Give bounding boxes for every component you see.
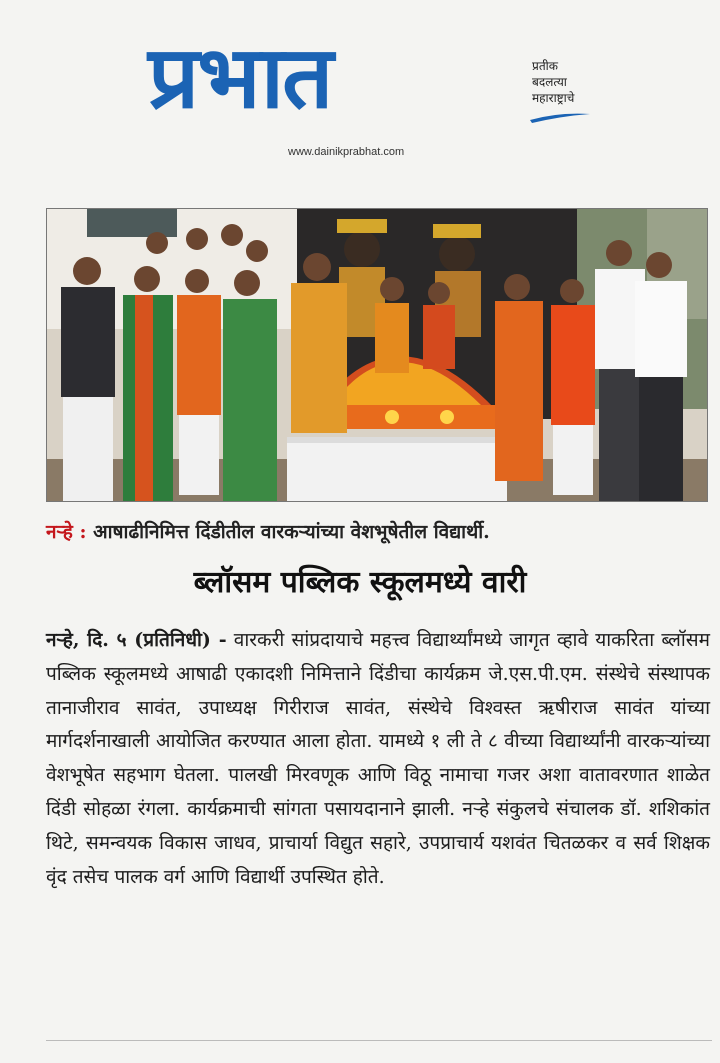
swoosh-icon [528, 110, 592, 124]
tagline-line-3: महाराष्ट्राचे [532, 91, 575, 105]
caption-place: नऱ्हे : [46, 521, 87, 543]
tagline-line-1: प्रतीक [532, 59, 558, 73]
news-photo [46, 208, 708, 502]
masthead [0, 0, 720, 200]
tagline-line-2: बदलत्या [532, 75, 567, 89]
caption-text: आषाढीनिमित्त दिंडीतील वारकऱ्यांच्या वेशभूषेतील विद्यार्थी. [93, 521, 490, 543]
article-dateline: नऱ्हे, दि. ५ (प्रतिनिधी) - [46, 629, 227, 651]
article-headline: ब्लॉसम पब्लिक स्कूलमध्ये वारी [193, 565, 527, 600]
newspaper-logo: प्रभात [148, 28, 332, 128]
bottom-divider [46, 1040, 712, 1041]
article-body [46, 624, 710, 894]
event-photo-illustration [47, 209, 707, 501]
article-text: वारकरी सांप्रदायाचे महत्त्व विद्यार्थ्यांमध्ये जागृत व्हावे याकरिता ब्लॉसम पब्लिक स्कूलमध्ये आषाढी एकादशी निमित्ताने दिंडीचा कार्यक्रम जे.एस.पी.एम. संस्थेचे संस्थापक तानाजीराव सावंत, उपाध्यक्ष गिरीराज सावंत, संस्थेचे विश्वस्त ऋषीराज सावंत यांच्या मार्गदर्शनाखाली आयोजित करण्यात आला होता. यामध्ये १ ली ते ८ वीच्या विद्यार्थ्यांनी वारकऱ्यांच्या वेशभूषेत सहभाग घेतला. पालखी मिरवणूक आणि विठू नामाचा गजर अशा वातावरणात शाळेत दिंडी सोहळा रंगला. कार्यक्रमाची सांगता पसायदानाने झाली. नऱ्हे संकुलचे संचालक डॉ. शशिकांत थिटे, समन्वयक विकास जाधव, प्राचार्या विद्युत सहारे, उपप्राचार्य यशवंत चितळकर व सर्व शिक्षक वृंद तसेच पालक वर्ग आणि विद्यार्थी उपस्थित होते. [46, 629, 710, 888]
tagline [532, 58, 574, 106]
photo-caption [46, 518, 712, 544]
website-url: www.dainikprabhat.com [288, 146, 405, 158]
